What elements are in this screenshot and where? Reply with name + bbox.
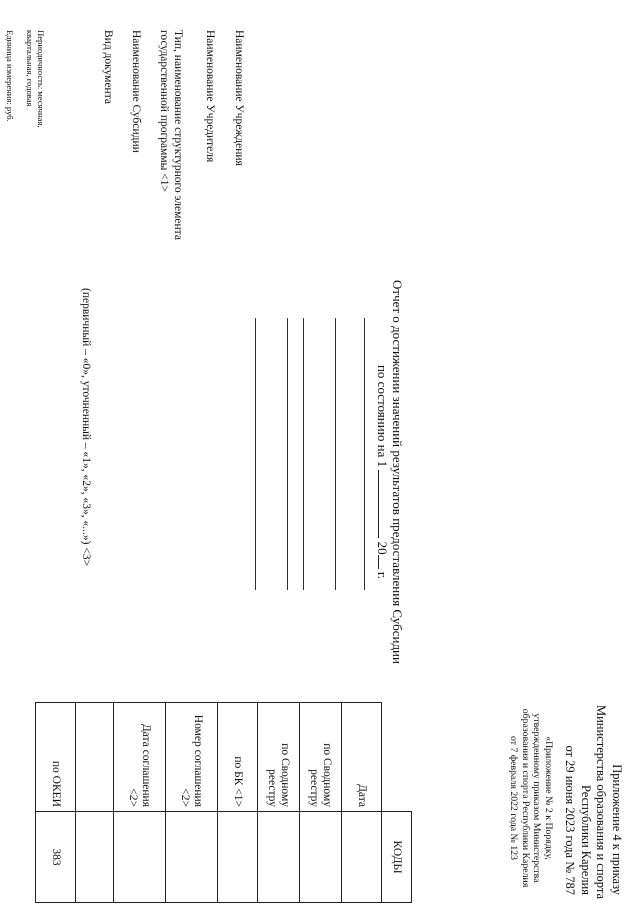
codes-row-label: по ОКЕИ <box>36 703 76 812</box>
periodicity-label-2: квартальная, годовая <box>25 30 35 107</box>
codes-row-label <box>76 703 114 812</box>
codes-row-value[interactable]: 383 <box>36 812 76 903</box>
codes-row-value[interactable] <box>300 812 342 903</box>
codes-row-label: Номер соглашения <2> <box>166 703 218 812</box>
subsidy-line[interactable] <box>335 318 336 590</box>
codes-row-value[interactable] <box>76 812 114 903</box>
report-title <box>375 252 405 692</box>
structural-element-label-1: Тип, наименование структурного элемента <box>172 30 184 240</box>
approval-line: Республики Карелия <box>578 784 593 895</box>
table-row <box>300 703 342 903</box>
founder-line[interactable] <box>287 318 288 590</box>
annex-note <box>508 700 554 896</box>
structural-element-label-2: государственной программы <1> <box>158 30 170 192</box>
unit-label: Единица измерения: руб. <box>5 30 15 122</box>
table-row <box>218 703 258 903</box>
codes-row-value[interactable] <box>114 812 166 903</box>
report-date-suffix: г. <box>375 571 390 580</box>
approval-line: от 29 июня 2023 года № 787 <box>563 745 578 895</box>
table-row <box>342 703 382 903</box>
codes-row-label: по БК <1> <box>218 703 258 812</box>
codes-table <box>35 702 412 903</box>
approval-line: Приложение 4 к приказу <box>610 764 624 895</box>
annex-line: утвержденному приказом Министерства <box>531 713 543 883</box>
report-date-prefix: по состоянию на 1 <box>375 364 390 468</box>
codes-row-label: по Сводному реестру <box>258 703 300 812</box>
table-row <box>76 703 114 903</box>
table-row <box>36 703 76 903</box>
approval-block <box>562 705 624 900</box>
codes-row-value[interactable] <box>342 812 382 903</box>
institution-line[interactable] <box>255 318 256 590</box>
founder-label: Наименование Учредителя <box>204 30 216 163</box>
codes-row-value[interactable] <box>218 812 258 903</box>
codes-row-value[interactable] <box>258 812 300 903</box>
annex-line: «Приложение № 2 к Порядку, <box>543 736 554 860</box>
codes-row-label: Дата соглашения <2> <box>114 703 166 812</box>
subsidy-label: Наименование Субсидии <box>130 30 142 153</box>
structural-element-line[interactable] <box>303 318 304 590</box>
codes-row-label: по Сводному реестру <box>300 703 342 812</box>
document-type-line[interactable] <box>364 318 365 590</box>
year-blank[interactable] <box>378 555 390 569</box>
document-type-hint: (первичный – «0», уточненный – «1», «2», «3», «...») <3> <box>80 288 92 567</box>
annex-line: от 7 февраля 2022 года № 123 <box>508 735 520 861</box>
codes-row-value[interactable] <box>166 812 218 903</box>
codes-header: КОДЫ <box>382 812 412 903</box>
report-date-year: 20 <box>375 541 390 555</box>
codes-table-header-row <box>382 703 412 903</box>
codes-row-label: Дата <box>342 703 382 812</box>
institution-label: Наименование Учреждения <box>233 30 245 166</box>
approval-line: Министерства образования и спорта <box>594 705 609 900</box>
periodicity-label-1: Периодичность: месячная, <box>36 30 46 128</box>
date-blank[interactable] <box>378 470 390 538</box>
report-title-text: Отчет о достижении значений результатов предоставления Субсидии <box>390 280 405 664</box>
table-row <box>258 703 300 903</box>
annex-line: образования и спорта Республики Карелия <box>519 708 531 888</box>
report-date-line <box>375 252 390 692</box>
table-row <box>166 703 218 903</box>
table-row <box>114 703 166 903</box>
document-type-label: Вид документа <box>102 30 114 104</box>
codes-header-spacer <box>382 703 412 812</box>
